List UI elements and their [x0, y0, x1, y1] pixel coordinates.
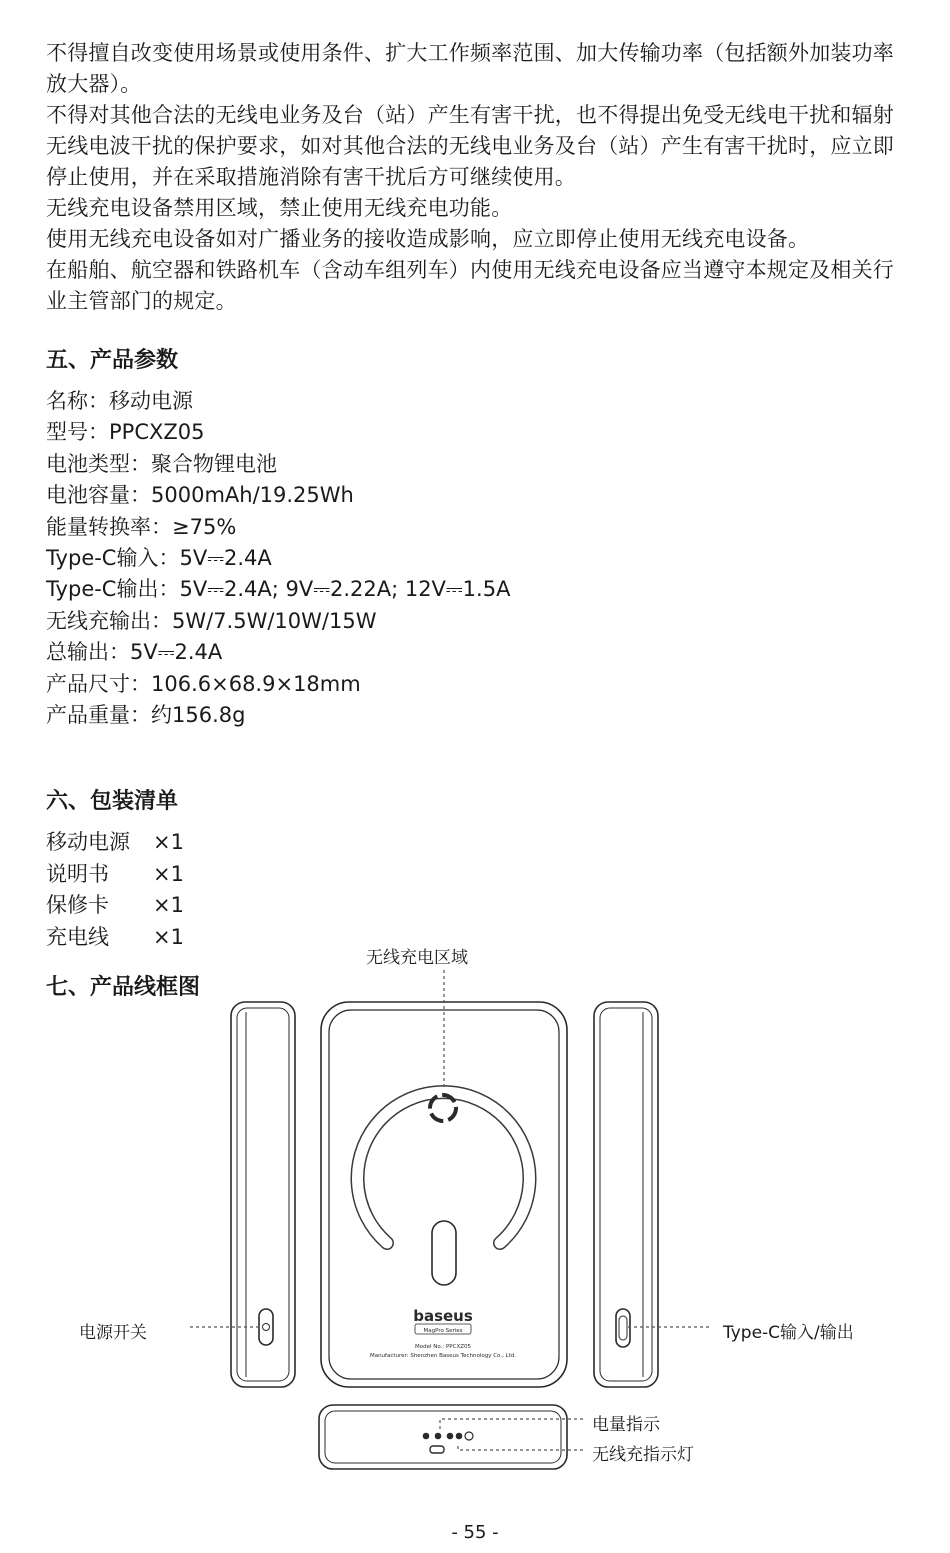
- package-item-qty: ×1: [153, 861, 184, 886]
- battery-indicator-label: 电量指示: [592, 1415, 660, 1435]
- page-number: - 55 -: [451, 1522, 499, 1543]
- typec-port-icon: [616, 1309, 630, 1347]
- package-item: [46, 859, 184, 891]
- spec-item: 产品重量：约156.8g: [46, 703, 246, 728]
- intro-paragraph: 使用无线充电设备如对广播业务的接收造成影响，应立即停止使用无线充电设备。: [46, 227, 810, 251]
- spec-item: 名称：移动电源: [46, 389, 193, 413]
- battery-led-icon: [424, 1434, 429, 1439]
- intro-paragraph: 不得对其他合法的无线电业务及台（站）产生有害干扰，也不得提出免受无线电干扰和辐射无线电波干扰的保护要求，如对其他合法的无线电业务及台（站）产生有害干扰时，应立即停止使用，并在采取措施消除有害干扰后方可继续使用。: [46, 103, 894, 189]
- wireframe-drawing: [0, 940, 950, 1480]
- spec-item: Type-C输出：5V⎓2.4A; 9V⎓2.22A; 12V⎓1.5A: [46, 577, 511, 602]
- package-item: [46, 827, 184, 859]
- spec-item: 能量转换率：≥75%: [46, 514, 237, 539]
- package-item-name: 说明书: [46, 861, 109, 886]
- intro-paragraph: 在船舶、航空器和铁路机车（含动车组列车）内使用无线充电设备应当遵守本规定及相关行业主管部门的规定。: [46, 258, 894, 313]
- package-item-name: 保修卡: [46, 893, 109, 917]
- package-item-name: 充电线: [46, 924, 109, 949]
- spec-item: 总输出：5V⎓2.4A: [46, 640, 223, 665]
- package-item-qty: ×1: [153, 924, 184, 949]
- spec-item: Type-C输入：5V⎓2.4A: [46, 546, 272, 571]
- section7-heading: 七、产品线框图: [46, 975, 201, 1000]
- wireless-area-label: 无线充电区域: [366, 948, 468, 968]
- spec-item: 型号：PPCXZ05: [46, 420, 205, 445]
- package-item-qty: ×1: [153, 893, 184, 917]
- front-slot: [432, 1221, 456, 1285]
- spec-list: [46, 386, 510, 731]
- spec-item: 无线充输出：5W/7.5W/10W/15W: [46, 608, 377, 633]
- battery-led-icon: [436, 1434, 441, 1439]
- section5-heading: 五、产品参数: [46, 348, 179, 373]
- package-item: [46, 890, 184, 922]
- intro-text: [46, 38, 910, 317]
- power-button-icon: [259, 1309, 273, 1345]
- wireless-led-icon: [465, 1432, 473, 1440]
- package-item-qty: ×1: [153, 830, 184, 854]
- intro-paragraph: 不得擅自改变使用场景或使用条件、扩大工作频率范围、加大传输功率（包括额外加装功率放大器）。: [46, 41, 894, 96]
- device-manufacturer-line: Manufacturer: Shenzhen Baseus Technology Co., Ltd.: [369, 1353, 517, 1359]
- section6-heading: 六、包装清单: [46, 789, 179, 814]
- usb-port-icon: [430, 1446, 444, 1453]
- spec-item: 电池类型：聚合物锂电池: [46, 451, 277, 476]
- spec-item: 电池容量：5000mAh/19.25Wh: [46, 483, 354, 508]
- device-brand: baseus: [413, 1307, 473, 1325]
- typec-port-label: Type-C输入/输出: [723, 1323, 854, 1343]
- package-list: [46, 827, 184, 953]
- battery-led-icon: [457, 1434, 462, 1439]
- battery-led-icon: [448, 1434, 453, 1439]
- power-switch-label: 电源开关: [79, 1323, 147, 1343]
- bottom-view: [319, 1405, 567, 1469]
- device-series: MagPro Series: [423, 1328, 463, 1334]
- package-item-name: 移动电源: [46, 830, 130, 854]
- intro-paragraph: 无线充电设备禁用区域，禁止使用无线充电功能。: [46, 196, 513, 220]
- right-side-view: [594, 1002, 658, 1387]
- spec-item: 产品尺寸：106.6×68.9×18mm: [46, 671, 361, 696]
- wireless-light-label: 无线充指示灯: [592, 1445, 694, 1465]
- product-wireframe: [0, 940, 950, 1480]
- device-model-line: Model No.: PPCXZ05: [414, 1344, 472, 1350]
